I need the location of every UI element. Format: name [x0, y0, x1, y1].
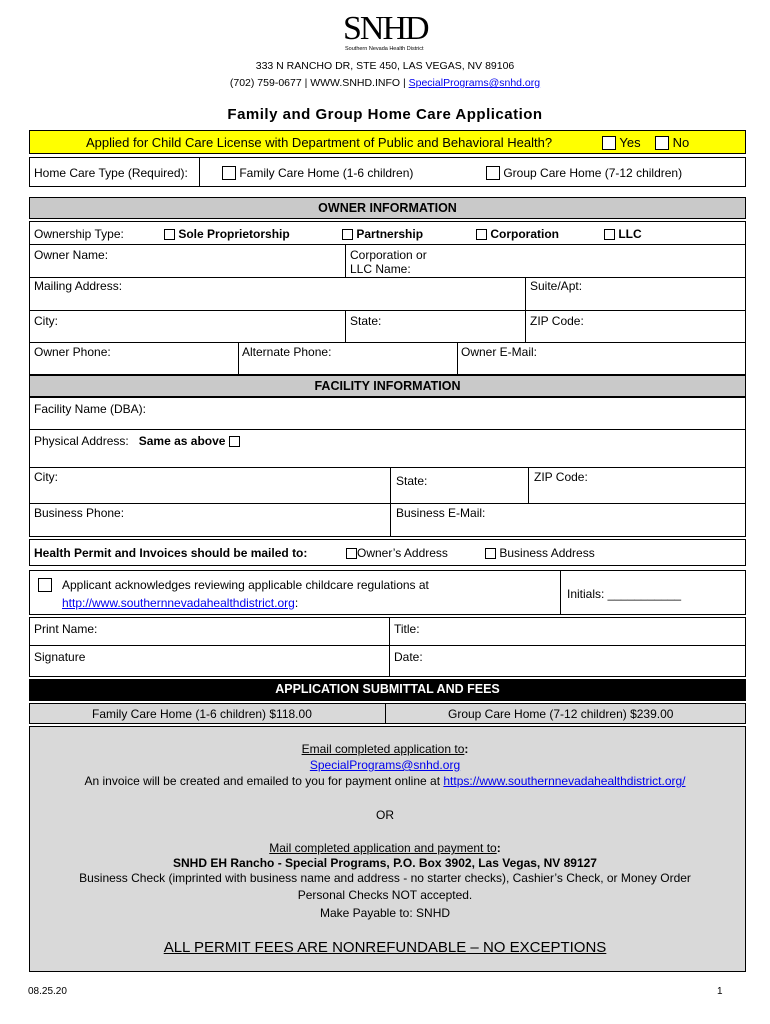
llc-checkbox[interactable] [604, 229, 615, 240]
owner-city-field[interactable]: City: [34, 314, 58, 328]
logo-text: SNHD [343, 10, 428, 47]
signature-field[interactable]: Signature [34, 650, 86, 664]
invoice-line [0, 774, 770, 788]
divider [390, 467, 391, 537]
llc-label: LLC [618, 227, 642, 241]
applied-no-option[interactable] [655, 135, 689, 150]
owner-section-header: OWNER INFORMATION [29, 197, 746, 219]
business-phone-field[interactable]: Business Phone: [34, 506, 125, 520]
divider [199, 157, 200, 187]
home-care-type-row [29, 157, 746, 187]
initials-field[interactable]: Initials: ___________ [567, 587, 682, 601]
mail-to-row [29, 539, 746, 566]
acknowledge-checkbox-wrap[interactable] [38, 578, 52, 592]
divider [29, 645, 746, 646]
mail-heading-colon: : [496, 841, 501, 855]
acknowledge-link-wrap [62, 596, 298, 610]
submittal-email-link[interactable]: SpecialPrograms@snhd.org [309, 758, 461, 772]
divider [29, 503, 746, 504]
header-address: 333 N RANCHO DR, STE 450, LAS VEGAS, NV 89106 [255, 60, 515, 72]
divider [560, 570, 561, 615]
divider [238, 342, 239, 375]
sole-proprietorship-option[interactable] [164, 227, 290, 241]
facility-zip-field[interactable]: ZIP Code: [534, 470, 588, 484]
divider [29, 342, 746, 343]
applied-row [29, 130, 746, 154]
group-care-checkbox[interactable] [486, 166, 500, 180]
divider [29, 277, 746, 278]
yes-label: Yes [619, 135, 641, 150]
facility-section-header: FACILITY INFORMATION [29, 375, 746, 397]
acknowledgement-row [29, 570, 746, 615]
group-care-label: Group Care Home (7-12 children) [503, 166, 683, 180]
header-contact [0, 77, 770, 89]
corp-name-field[interactable] [350, 248, 427, 276]
business-email-field[interactable]: Business E-Mail: [396, 506, 486, 520]
family-fee: Family Care Home (1-6 children) $118.00 [92, 707, 312, 721]
mail-address: SNHD EH Rancho - Special Programs, P.O. Box 3902, Las Vegas, NV 89127 [173, 856, 597, 870]
owner-name-field[interactable]: Owner Name: [34, 248, 109, 262]
corporation-option[interactable] [476, 227, 559, 241]
fees-row [29, 703, 746, 724]
no-label: No [672, 135, 690, 150]
signature-grid [29, 617, 746, 677]
submittal-section-header: APPLICATION SUBMITTAL AND FEES [29, 679, 746, 701]
owners-address-checkbox[interactable] [346, 548, 357, 559]
invoice-text: An invoice will be created and emailed to you for payment online at [84, 774, 444, 788]
email-heading [0, 742, 770, 756]
header-contact-text: (702) 759-0677 | WWW.SNHD.INFO | [229, 77, 409, 89]
business-address-option[interactable] [485, 546, 595, 560]
page-title: Family and Group Home Care Application [227, 106, 543, 123]
email-heading-text: Email completed application to [301, 742, 465, 756]
physical-address-label: Physical Address: [34, 434, 129, 448]
ownership-type-label: Ownership Type: [34, 227, 124, 241]
same-as-above-checkbox[interactable] [229, 436, 240, 447]
personal-checks-note: Personal Checks NOT accepted. [297, 888, 473, 902]
facility-state-field[interactable]: State: [396, 474, 428, 488]
acknowledge-colon: : [294, 596, 299, 610]
applied-question: Applied for Child Care License with Department of Public and Behavioral Health? [86, 135, 553, 150]
nonrefundable-notice: ALL PERMIT FEES ARE NONREFUNDABLE – NO EXCEPTIONS [163, 939, 607, 956]
divider [29, 310, 746, 311]
same-as-above-label: Same as above [138, 434, 226, 448]
divider [528, 467, 529, 503]
payment-types: Business Check (imprinted with business name and address - no starter checks), Cashier’s Check, or Money Order [79, 871, 691, 885]
applied-yes-option[interactable] [602, 135, 641, 150]
corporation-checkbox[interactable] [476, 229, 487, 240]
sole-proprietorship-checkbox[interactable] [164, 229, 175, 240]
corp-name-label-line1: Corporation or [350, 248, 427, 262]
family-care-label: Family Care Home (1-6 children) [239, 166, 414, 180]
owner-phone-field[interactable]: Owner Phone: [34, 345, 111, 359]
yes-checkbox[interactable] [602, 136, 616, 150]
business-address-label: Business Address [499, 546, 595, 560]
owner-state-field[interactable]: State: [350, 314, 382, 328]
mail-heading [0, 841, 770, 855]
family-care-option[interactable] [222, 166, 413, 180]
header-email-link[interactable]: SpecialPrograms@snhd.org [408, 77, 541, 89]
group-fee: Group Care Home (7-12 children) $239.00 [448, 707, 674, 721]
divider [385, 703, 386, 724]
divider [29, 429, 746, 430]
payable-to: Make Payable to: SNHD [319, 906, 451, 920]
no-checkbox[interactable] [655, 136, 669, 150]
email-heading-colon: : [464, 742, 469, 756]
business-address-checkbox[interactable] [485, 548, 496, 559]
partnership-option[interactable] [342, 227, 423, 241]
facility-name-field[interactable]: Facility Name (DBA): [34, 402, 147, 416]
divider [29, 244, 746, 245]
divider [389, 617, 390, 677]
divider [525, 277, 526, 342]
footer-date: 08.25.20 [28, 986, 67, 997]
acknowledge-checkbox[interactable] [38, 578, 52, 592]
divider [29, 467, 746, 468]
acknowledge-text: Applicant acknowledges reviewing applicable childcare regulations at [62, 578, 429, 592]
invoice-link[interactable]: https://www.southernnevadahealthdistrict.org/ [443, 774, 686, 788]
mail-heading-text: Mail completed application and payment to [269, 841, 497, 855]
owner-email-field[interactable]: Owner E-Mail: [461, 345, 538, 359]
snhd-logo [343, 8, 429, 56]
logo-subtitle: Southern Nevada Health District [345, 46, 424, 52]
corp-name-label-line2: LLC Name: [350, 262, 411, 276]
mail-to-label: Health Permit and Invoices should be mailed to: [34, 546, 308, 560]
sole-proprietorship-label: Sole Proprietorship [178, 227, 290, 241]
divider [457, 342, 458, 375]
owners-address-option[interactable] [346, 546, 448, 560]
suite-field[interactable]: Suite/Apt: [530, 279, 583, 293]
physical-address-field[interactable] [34, 434, 240, 448]
partnership-label: Partnership [356, 227, 424, 241]
page-number: 1 [717, 986, 723, 997]
owners-address-label: Owner’s Address [357, 546, 448, 560]
divider [345, 310, 346, 342]
divider [345, 244, 346, 277]
family-care-checkbox[interactable] [222, 166, 236, 180]
date-field[interactable]: Date: [394, 650, 423, 664]
corporation-label: Corporation [490, 227, 560, 241]
owner-zip-field[interactable]: ZIP Code: [530, 314, 584, 328]
regulations-link[interactable]: http://www.southernnevadahealthdistrict.org [62, 596, 295, 610]
alternate-phone-field[interactable]: Alternate Phone: [242, 345, 332, 359]
mailing-address-field[interactable]: Mailing Address: [34, 279, 123, 293]
home-care-type-label: Home Care Type (Required): [34, 166, 188, 180]
llc-option[interactable] [604, 227, 642, 241]
submittal-email [0, 758, 770, 772]
or-separator: OR [376, 808, 394, 822]
title-field[interactable]: Title: [394, 622, 420, 636]
print-name-field[interactable]: Print Name: [34, 622, 98, 636]
group-care-option[interactable] [486, 166, 682, 180]
partnership-checkbox[interactable] [342, 229, 353, 240]
facility-city-field[interactable]: City: [34, 470, 58, 484]
